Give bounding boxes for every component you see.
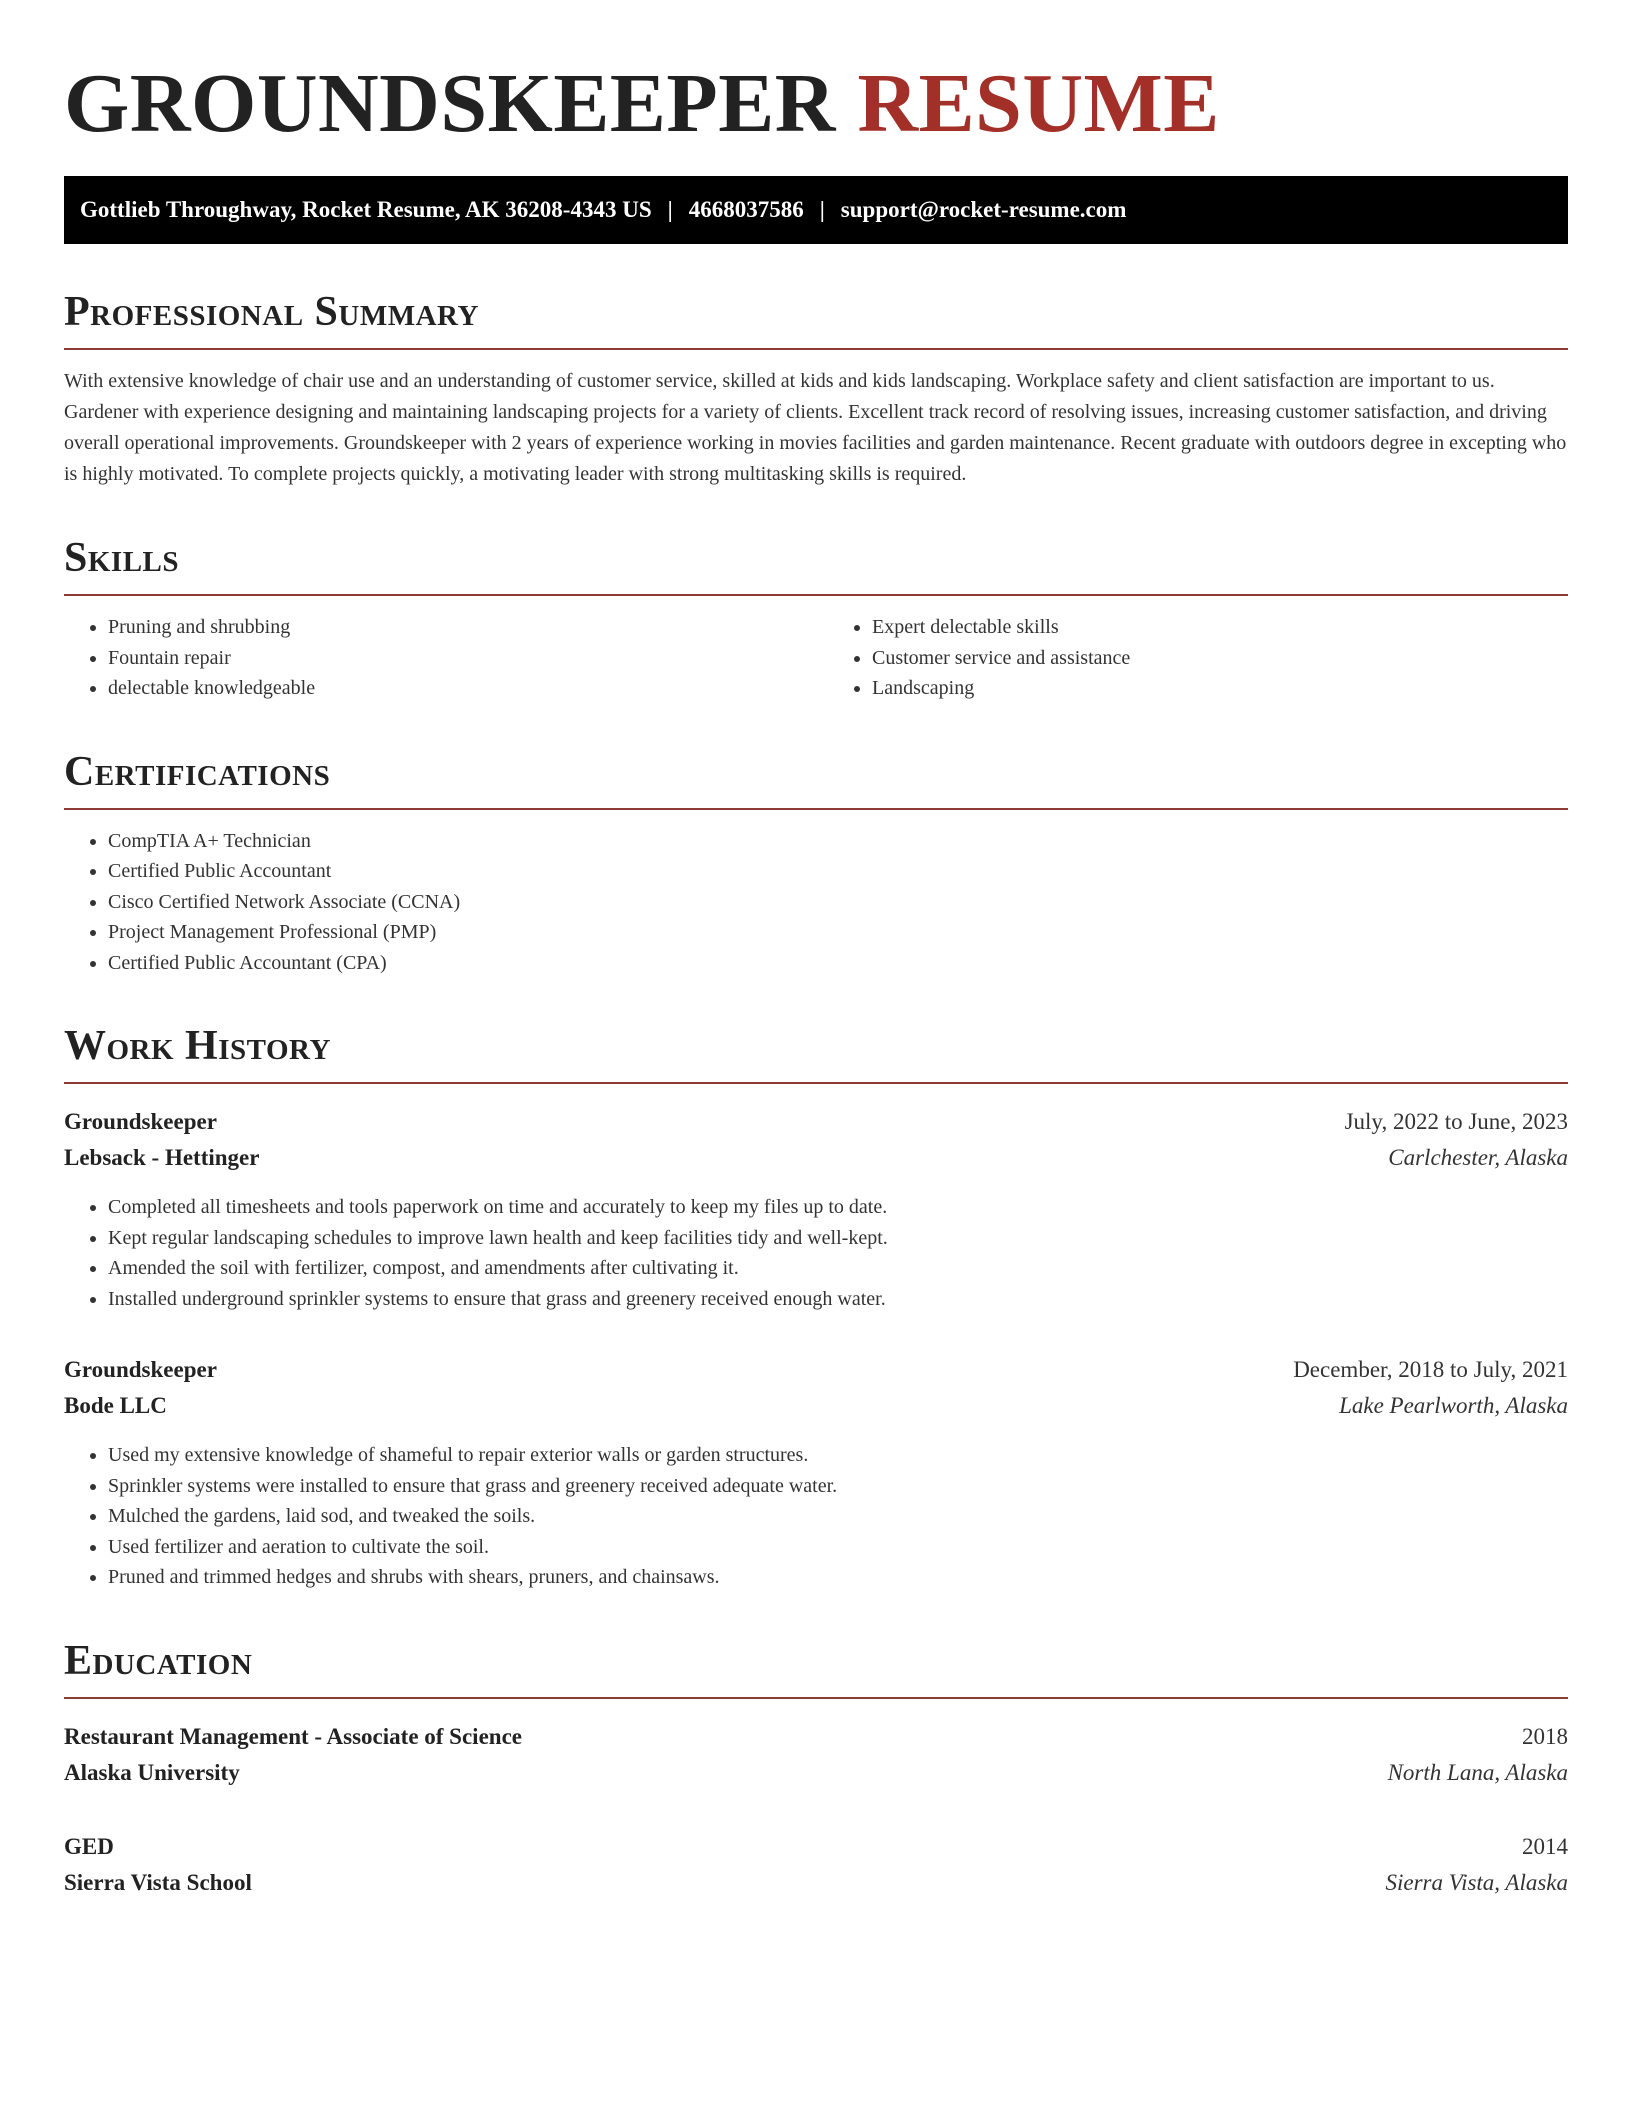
- education-school-row: [64, 1755, 1568, 1791]
- certifications-heading: Certifications: [64, 748, 331, 795]
- skills-heading: Skills: [64, 535, 180, 581]
- education-school: Alaska University: [64, 1759, 240, 1785]
- job-location: Carlchester, Alaska: [1388, 1145, 1568, 1170]
- job-duty-item: • Used my extensive knowledge of shameful to repair exterior walls or garden structures.: [108, 1440, 1568, 1471]
- skill-item: • Pruning and shrubbing: [108, 612, 816, 643]
- job-duty-item: • Pruned and trimmed hedges and shrubs with shears, pruners, and chainsaws.: [108, 1562, 1568, 1593]
- education-school-row: [64, 1865, 1568, 1901]
- job-duty-item: • Kept regular landscaping schedules to improve lawn health and keep facilities tidy and well-kept.: [108, 1223, 1568, 1254]
- education-school: Sierra Vista School: [64, 1869, 252, 1895]
- skill-item: • delectable knowledgeable: [108, 673, 816, 704]
- section-divider: [64, 348, 1568, 350]
- job-header-row: [64, 1104, 1568, 1140]
- skill-item: • Expert delectable skills: [872, 612, 1568, 643]
- section-divider: [64, 1082, 1568, 1084]
- work-history-section: [64, 1022, 1568, 1593]
- education-heading: Education: [64, 1637, 253, 1684]
- job-title: Groundskeeper: [64, 1109, 217, 1134]
- summary-heading: Professional Summary: [64, 289, 479, 335]
- job-entry: [64, 1352, 1568, 1593]
- skill-item: • Fountain repair: [108, 643, 816, 674]
- summary-text: With extensive knowledge of chair use and an understanding of customer service, skilled at kids and kids landscaping. Workplace safety and client satisfaction are important to us. Gardener with experience designing and maintaining landscaping projects for a variety of clients. Excellent track record of resolving issues, increasing customer satisfaction, and driving overall operational improvements. Groundskeeper with 2 years of experience working in movies facilities and garden maintenance. Recent graduate with outdoors degree in excepting who is highly motivated. To complete projects quickly, a motivating leader with strong multitasking skills is required.: [64, 370, 1567, 485]
- contact-separator: |: [667, 197, 673, 222]
- job-dates: July, 2022 to June, 2023: [1344, 1109, 1568, 1134]
- job-location: Lake Pearlworth, Alaska: [1339, 1393, 1568, 1418]
- job-duties-list: [64, 1192, 1568, 1314]
- skill-item: • Customer service and assistance: [872, 643, 1568, 674]
- title-main: GROUNDSKEEPER: [64, 57, 836, 150]
- job-company-row: [64, 1140, 1568, 1176]
- education-degree: GED: [64, 1833, 114, 1859]
- certification-item: • CompTIA A+ Technician: [108, 826, 1568, 857]
- job-header-row: [64, 1352, 1568, 1388]
- title-accent: RESUME: [857, 57, 1220, 150]
- skills-section: [64, 534, 1568, 704]
- certification-item: • Certified Public Accountant (CPA): [108, 948, 1568, 979]
- job-company-row: [64, 1388, 1568, 1424]
- job-duty-item: • Amended the soil with fertilizer, compost, and amendments after cultivating it.: [108, 1253, 1568, 1284]
- section-divider: [64, 808, 1568, 810]
- contact-address: Gottlieb Throughway, Rocket Resume, AK 36208-4343 US: [80, 197, 652, 222]
- job-duty-item: • Installed underground sprinkler systems to ensure that grass and greenery received enough water.: [108, 1284, 1568, 1315]
- job-company: Bode LLC: [64, 1393, 167, 1418]
- certifications-list: [64, 826, 1568, 979]
- skill-item: • Landscaping: [872, 673, 1568, 704]
- certification-item: • Certified Public Accountant: [108, 856, 1568, 887]
- job-duties-list: [64, 1440, 1568, 1593]
- job-duty-item: • Completed all timesheets and tools paperwork on time and accurately to keep my files up to date.: [108, 1192, 1568, 1223]
- section-divider: [64, 594, 1568, 596]
- education-degree: Restaurant Management - Associate of Science: [64, 1723, 522, 1749]
- job-entry: [64, 1104, 1568, 1314]
- resume-title: [64, 58, 1568, 150]
- job-duty-item: • Mulched the gardens, laid sod, and tweaked the soils.: [108, 1501, 1568, 1532]
- section-divider: [64, 1697, 1568, 1699]
- contact-email: support@rocket-resume.com: [840, 197, 1127, 222]
- education-header-row: [64, 1719, 1568, 1755]
- education-year: 2014: [1522, 1833, 1568, 1859]
- job-duty-item: • Used fertilizer and aeration to cultivate the soil.: [108, 1532, 1568, 1563]
- education-entry: [64, 1829, 1568, 1901]
- certifications-section: [64, 748, 1568, 979]
- contact-separator: |: [819, 197, 825, 222]
- education-location: Sierra Vista, Alaska: [1385, 1869, 1568, 1895]
- education-header-row: [64, 1829, 1568, 1865]
- certification-item: • Cisco Certified Network Associate (CCNA): [108, 887, 1568, 918]
- work-history-heading: Work History: [64, 1023, 331, 1069]
- summary-section: [64, 288, 1568, 490]
- certification-item: • Project Management Professional (PMP): [108, 917, 1568, 948]
- skills-list-right: [816, 612, 1568, 704]
- job-title: Groundskeeper: [64, 1357, 217, 1382]
- education-entry: [64, 1719, 1568, 1791]
- contact-phone: 4668037586: [688, 197, 804, 222]
- skills-grid: [64, 612, 1568, 704]
- skills-list-left: [64, 612, 816, 704]
- education-year: 2018: [1522, 1723, 1568, 1749]
- education-section: [64, 1637, 1568, 1901]
- education-location: North Lana, Alaska: [1387, 1759, 1568, 1785]
- job-dates: December, 2018 to July, 2021: [1293, 1357, 1568, 1382]
- job-company: Lebsack - Hettinger: [64, 1145, 260, 1170]
- contact-bar: [64, 176, 1568, 244]
- job-duty-item: • Sprinkler systems were installed to ensure that grass and greenery received adequate water.: [108, 1471, 1568, 1502]
